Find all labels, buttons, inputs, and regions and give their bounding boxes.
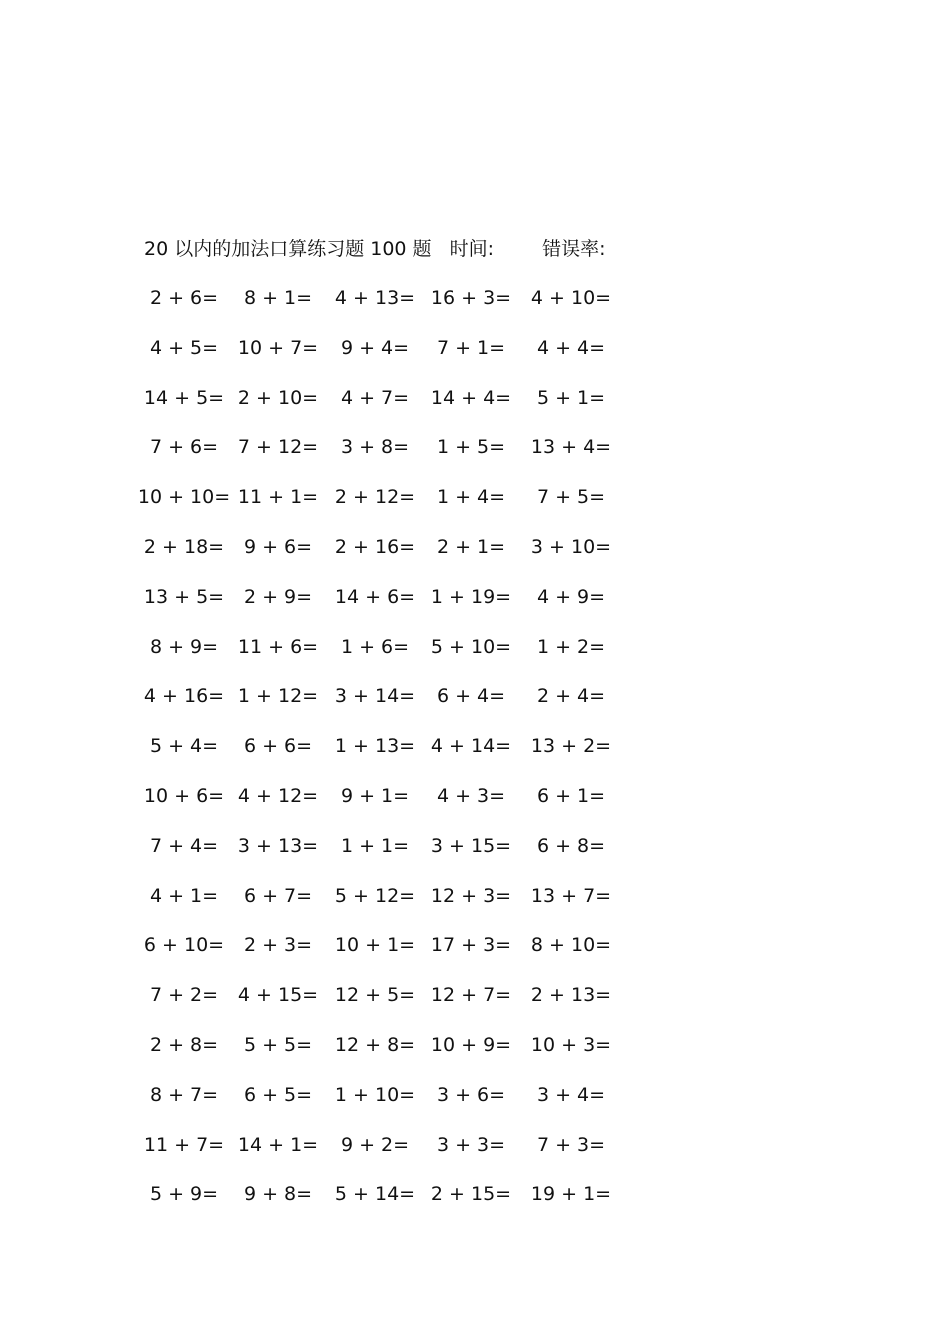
problem-r16-c3: 12 + 8=	[334, 1034, 416, 1056]
problem-r9-c2: 1 + 12=	[237, 685, 319, 708]
problem-r6-c5: 3 + 10=	[530, 536, 612, 558]
problem-r5-c4: 1 + 4=	[436, 486, 506, 509]
problem-r8-c5: 1 + 2=	[536, 635, 606, 658]
problem-r16-c5: 10 + 3=	[530, 1034, 612, 1056]
problem-r1-c1: 2 + 6=	[149, 287, 219, 309]
problem-r7-c3: 14 + 6=	[334, 585, 416, 608]
problem-r3-c4: 14 + 4=	[430, 386, 512, 409]
problem-r4-c3: 3 + 8=	[340, 436, 410, 459]
problem-r12-c1: 7 + 4=	[149, 834, 219, 857]
problem-r5-c5: 7 + 5=	[536, 486, 606, 509]
problem-r4-c5: 13 + 4=	[530, 436, 612, 459]
error-rate-label: 错误率:	[542, 238, 606, 260]
problem-r17-c3: 1 + 10=	[334, 1083, 416, 1106]
problem-r16-c4: 10 + 9=	[430, 1034, 512, 1056]
problem-r4-c1: 7 + 6=	[149, 436, 219, 459]
problem-r14-c5: 8 + 10=	[530, 934, 612, 957]
problem-r6-c3: 2 + 16=	[334, 536, 416, 558]
problem-r16-c1: 2 + 8=	[149, 1034, 219, 1056]
time-label: 时间:	[449, 238, 495, 260]
problem-r11-c3: 9 + 1=	[340, 785, 410, 807]
problem-r1-c2: 8 + 1=	[243, 287, 313, 309]
problem-r6-c4: 2 + 1=	[436, 536, 506, 558]
problem-r2-c4: 7 + 1=	[436, 336, 506, 359]
problem-r13-c4: 12 + 3=	[430, 884, 512, 907]
problem-r3-c1: 14 + 5=	[143, 386, 225, 409]
problem-r19-c5: 19 + 1=	[530, 1183, 612, 1206]
problem-r15-c4: 12 + 7=	[430, 984, 512, 1007]
problem-r1-c5: 4 + 10=	[530, 287, 612, 309]
problem-r7-c5: 4 + 9=	[536, 585, 606, 608]
problem-r12-c3: 1 + 1=	[340, 834, 410, 857]
problem-r5-c3: 2 + 12=	[334, 486, 416, 509]
problem-r10-c1: 5 + 4=	[149, 735, 219, 758]
problem-r10-c5: 13 + 2=	[530, 735, 612, 758]
problem-r18-c4: 3 + 3=	[436, 1133, 506, 1156]
problem-r13-c1: 4 + 1=	[149, 884, 219, 907]
problem-r10-c4: 4 + 14=	[430, 735, 512, 758]
problem-r10-c2: 6 + 6=	[243, 735, 313, 758]
problem-r19-c3: 5 + 14=	[334, 1183, 416, 1206]
problem-r8-c2: 11 + 6=	[237, 635, 319, 658]
problem-r14-c1: 6 + 10=	[143, 934, 225, 957]
problem-r7-c1: 13 + 5=	[143, 585, 225, 608]
worksheet-title: 20 以内的加法口算练习题 100 题	[144, 238, 432, 260]
problem-r11-c1: 10 + 6=	[143, 785, 225, 807]
problem-r19-c4: 2 + 15=	[430, 1183, 512, 1206]
problem-r4-c4: 1 + 5=	[436, 436, 506, 459]
problem-r11-c5: 6 + 1=	[536, 785, 606, 807]
problem-r12-c4: 3 + 15=	[430, 834, 512, 857]
problem-r2-c3: 9 + 4=	[340, 336, 410, 359]
problem-r13-c3: 5 + 12=	[334, 884, 416, 907]
problem-r18-c3: 9 + 2=	[340, 1133, 410, 1156]
problem-r14-c2: 2 + 3=	[243, 934, 313, 957]
problem-r1-c3: 4 + 13=	[334, 287, 416, 309]
problem-r2-c1: 4 + 5=	[149, 336, 219, 359]
problem-r18-c1: 11 + 7=	[143, 1133, 225, 1156]
problem-r13-c5: 13 + 7=	[530, 884, 612, 907]
problem-r9-c4: 6 + 4=	[436, 685, 506, 708]
problem-r12-c5: 6 + 8=	[536, 834, 606, 857]
problem-r3-c3: 4 + 7=	[340, 386, 410, 409]
problem-r5-c1: 10 + 10=	[137, 486, 231, 509]
problem-r15-c5: 2 + 13=	[530, 984, 612, 1007]
problem-r18-c2: 14 + 1=	[237, 1133, 319, 1156]
problem-r5-c2: 11 + 1=	[237, 486, 319, 509]
problem-r9-c1: 4 + 16=	[143, 685, 225, 708]
problem-r18-c5: 7 + 3=	[536, 1133, 606, 1156]
problem-r17-c1: 8 + 7=	[149, 1083, 219, 1106]
problem-r8-c4: 5 + 10=	[430, 635, 512, 658]
problem-r11-c4: 4 + 3=	[436, 785, 506, 807]
problem-r4-c2: 7 + 12=	[237, 436, 319, 459]
problem-r2-c5: 4 + 4=	[536, 336, 606, 359]
problem-r13-c2: 6 + 7=	[243, 884, 313, 907]
problem-r17-c2: 6 + 5=	[243, 1083, 313, 1106]
problem-r19-c2: 9 + 8=	[243, 1183, 313, 1206]
problem-r6-c2: 9 + 6=	[243, 536, 313, 558]
problem-r7-c2: 2 + 9=	[243, 585, 313, 608]
problem-r12-c2: 3 + 13=	[237, 834, 319, 857]
problem-r16-c2: 5 + 5=	[243, 1034, 313, 1056]
problem-r8-c3: 1 + 6=	[340, 635, 410, 658]
problem-r10-c3: 1 + 13=	[334, 735, 416, 758]
problem-r17-c5: 3 + 4=	[536, 1083, 606, 1106]
problem-r8-c1: 8 + 9=	[149, 635, 219, 658]
problem-r6-c1: 2 + 18=	[143, 536, 225, 558]
problem-r11-c2: 4 + 12=	[237, 785, 319, 807]
problem-r19-c1: 5 + 9=	[149, 1183, 219, 1206]
problem-r9-c3: 3 + 14=	[334, 685, 416, 708]
problem-r2-c2: 10 + 7=	[237, 336, 319, 359]
problem-r1-c4: 16 + 3=	[430, 287, 512, 309]
problem-r15-c3: 12 + 5=	[334, 984, 416, 1007]
problem-r15-c2: 4 + 15=	[237, 984, 319, 1007]
problem-r14-c4: 17 + 3=	[430, 934, 512, 957]
problem-r3-c2: 2 + 10=	[237, 386, 319, 409]
problem-r3-c5: 5 + 1=	[536, 386, 606, 409]
problem-r9-c5: 2 + 4=	[536, 685, 606, 708]
problem-r17-c4: 3 + 6=	[436, 1083, 506, 1106]
problem-r14-c3: 10 + 1=	[334, 934, 416, 957]
problem-r15-c1: 7 + 2=	[149, 984, 219, 1007]
problem-r7-c4: 1 + 19=	[430, 585, 512, 608]
